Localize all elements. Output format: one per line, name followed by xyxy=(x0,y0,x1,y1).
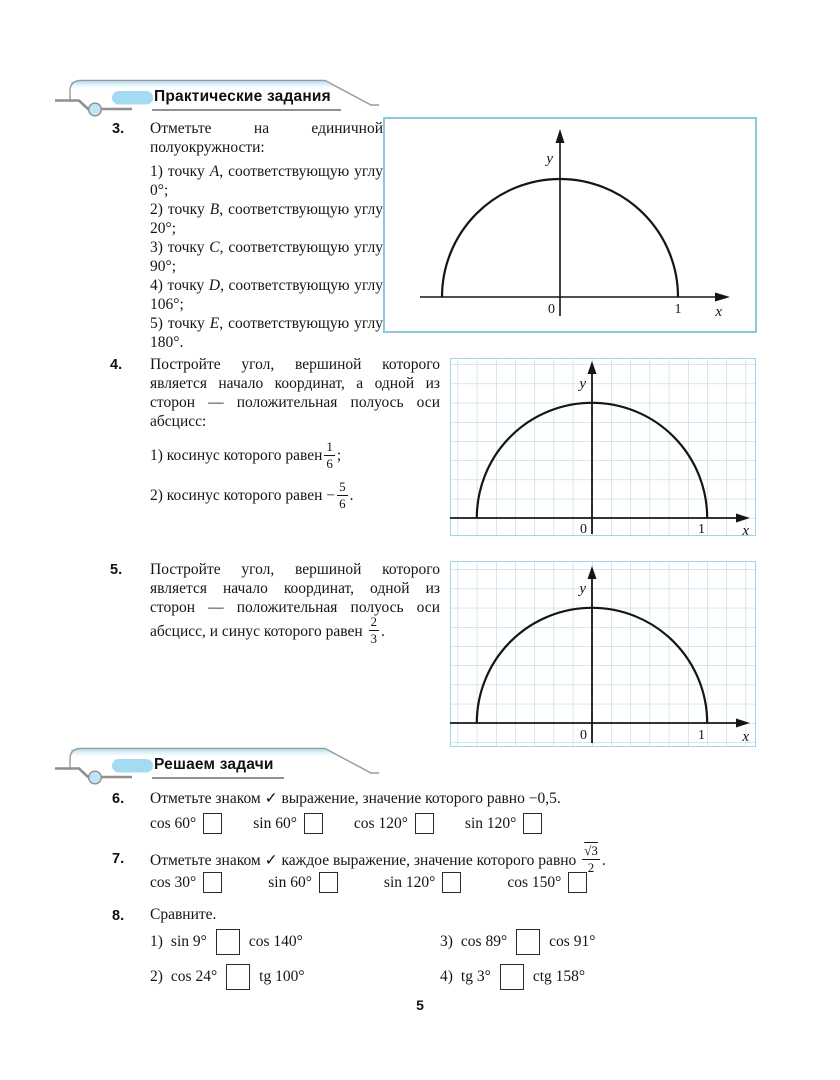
checkbox-cos150[interactable] xyxy=(568,872,587,893)
one-tick-label: 1 xyxy=(698,728,705,743)
origin-label: 0 xyxy=(548,302,555,317)
problem-6-number: 6. xyxy=(112,791,125,807)
compare-pair-3: 3) cos 89° cos 91° xyxy=(440,929,595,955)
unit-semicircle-diagram xyxy=(383,117,757,333)
problem-5-intro: Постройте угол, вершиной которого является начало координат, одной из сторон — положительная полуось оси абсцисс, и синус которого равен $\frac{2}{3}$ . xyxy=(150,561,440,646)
compare-pair-4: 4) tg 3° ctg 158° xyxy=(440,964,595,990)
problem-3-intro: Отметьте на единичной полуокружности: xyxy=(150,120,383,156)
problem-8-number: 8. xyxy=(112,908,125,924)
fraction-5-6: $\frac{5}{6}$ xyxy=(339,479,346,511)
compare-pair-2: 2) cos 24° tg 100° xyxy=(150,964,440,990)
option-cos60: cos 60° xyxy=(150,813,222,834)
option-sin60: sin 60° xyxy=(253,813,323,834)
section-title-practice: Практические задания xyxy=(152,88,341,111)
compare-box-3[interactable] xyxy=(516,929,540,955)
problem-4-intro: Постройте угол, вершиной которого является начало координат, а одной из сторон — положительная полуось оси абсцисс: xyxy=(150,356,440,430)
y-axis-label: y xyxy=(579,581,586,597)
fraction-2-3: $\frac{2}{3}$ xyxy=(370,614,378,646)
x-axis-label: x xyxy=(715,304,722,320)
one-tick-label: 1 xyxy=(698,522,705,536)
checkbox-cos120[interactable] xyxy=(415,813,434,834)
x-axis-arrow xyxy=(715,293,730,302)
option-cos150: cos 150° xyxy=(507,872,587,893)
problem-8-intro: Сравните. xyxy=(150,906,217,923)
problem-7-intro: Отметьте знаком ✓ каждое выражение, значение которого равно $\frac{√3}{2}$ . xyxy=(150,843,606,875)
ribbon-dot xyxy=(89,103,102,116)
problem-3-item-5: 5) точку E, соответствующую углу 180°. xyxy=(150,315,383,351)
page-number: 5 xyxy=(416,997,424,1013)
problem-7-options xyxy=(150,872,587,893)
origin-label: 0 xyxy=(580,522,587,536)
problem-6-intro: Отметьте знаком ✓ выражение, значение которого равно −0,5. xyxy=(150,790,561,807)
grid-semicircle-plot-2 xyxy=(450,561,756,747)
one-tick-label: 1 xyxy=(674,302,682,317)
y-axis-arrow xyxy=(556,129,565,143)
checkbox-cos60[interactable] xyxy=(203,813,222,834)
unit-semicircle-plot xyxy=(385,119,755,331)
x-axis-label: x xyxy=(742,729,749,745)
ribbon-pill xyxy=(112,759,153,773)
grid-semicircle-diagram-1 xyxy=(450,358,756,536)
checkbox-sin120-2[interactable] xyxy=(442,872,461,893)
compare-box-4[interactable] xyxy=(500,964,524,990)
problem-4-number: 4. xyxy=(110,357,123,373)
checkbox-sin120[interactable] xyxy=(523,813,542,834)
x-axis-label: x xyxy=(742,523,749,536)
ribbon-dot xyxy=(89,771,102,784)
checkbox-sin60-2[interactable] xyxy=(319,872,338,893)
problem-8-pairs xyxy=(150,929,595,990)
problem-3-text xyxy=(150,119,383,352)
checkbox-sin60[interactable] xyxy=(304,813,323,834)
section-header-solve xyxy=(55,744,385,790)
option-cos120: cos 120° xyxy=(354,813,434,834)
fraction-sqrt3-2: $\frac{√3}{2}$ xyxy=(584,843,598,875)
problem-4-text xyxy=(150,355,440,511)
grid-background xyxy=(451,562,756,747)
problem-3-number: 3. xyxy=(112,121,125,137)
checkbox-cos30[interactable] xyxy=(203,872,222,893)
section-header-practice xyxy=(55,76,385,122)
problem-3-item-3: 3) точку C, соответствующую углу 90°; xyxy=(150,239,383,275)
problem-3-item-1: 1) точку A, соответствующую углу 0°; xyxy=(150,163,383,199)
problem-7-number: 7. xyxy=(112,851,125,867)
problem-4-item-2: 2) косинус которого равен − $\frac{5}{6}$ . xyxy=(150,479,354,511)
problem-3-items xyxy=(150,162,383,352)
grid-background xyxy=(451,359,756,536)
ribbon-pill xyxy=(112,91,153,105)
problem-3-item-4: 4) точку D, соответствующую углу 106°; xyxy=(150,277,383,313)
compare-box-1[interactable] xyxy=(216,929,240,955)
grid-semicircle-diagram-2 xyxy=(450,561,756,747)
option-cos30: cos 30° xyxy=(150,872,222,893)
problem-5-text xyxy=(150,560,440,648)
compare-box-2[interactable] xyxy=(226,964,250,990)
option-sin120: sin 120° xyxy=(384,872,461,893)
problem-3-item-2: 2) точку B, соответствующую углу 20°; xyxy=(150,201,383,237)
problem-6-options xyxy=(150,813,542,834)
y-axis-label: y xyxy=(579,376,586,392)
compare-pair-1: 1) sin 9° cos 140° xyxy=(150,929,440,955)
origin-label: 0 xyxy=(580,728,587,743)
grid-semicircle-plot-1 xyxy=(450,358,756,536)
option-sin120: sin 120° xyxy=(465,813,542,834)
section-title-solve: Решаем задачи xyxy=(152,756,284,779)
option-sin60: sin 60° xyxy=(268,872,338,893)
problem-5-number: 5. xyxy=(110,562,123,578)
fraction-1-6: $\frac{1}{6}$ xyxy=(326,439,333,471)
problem-4-item-1: 1) косинус которого равен $\frac{1}{6}$ ; xyxy=(150,439,342,471)
y-axis-label: y xyxy=(546,151,553,167)
